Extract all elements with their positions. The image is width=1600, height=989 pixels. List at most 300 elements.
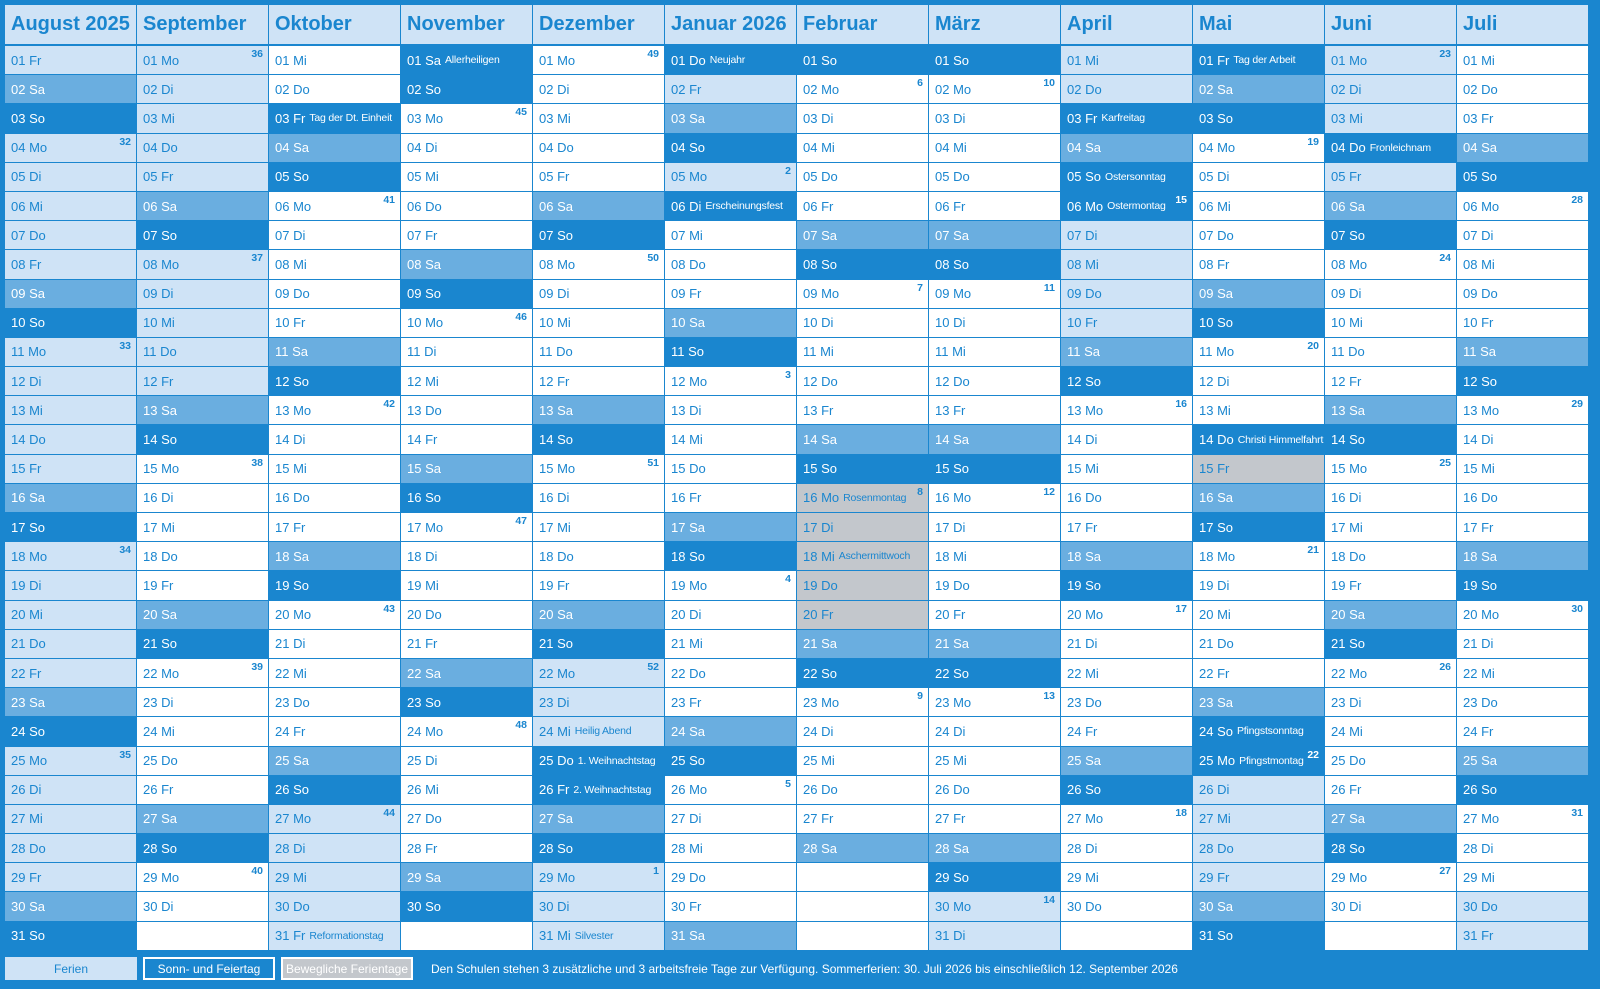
day-cell [401, 484, 532, 512]
day-cell [929, 542, 1060, 570]
day-label: 14 Di [1463, 432, 1494, 448]
day-label: 23 Di [539, 694, 570, 710]
week-number: 27 [1439, 865, 1451, 878]
calendar-frame [5, 5, 1593, 952]
day-label: 07 Di [1463, 227, 1494, 243]
day-label: 02 Di [539, 81, 570, 97]
day-label: 29 Mo [143, 869, 180, 885]
day-cell [1325, 805, 1456, 833]
day-cell [533, 134, 664, 162]
day-label: 22 Sa [407, 665, 441, 681]
day-cell [929, 717, 1060, 745]
day-cell [1193, 163, 1324, 191]
day-cell [269, 221, 400, 249]
day-label: 16 Mo [935, 490, 972, 506]
day-label: 14 Do [11, 432, 46, 448]
day-cell [1325, 221, 1456, 249]
day-cell [1193, 513, 1324, 541]
day-label: 24 Fr [1067, 723, 1098, 739]
day-label: 02 Fr [671, 81, 702, 97]
day-cell [797, 396, 928, 424]
day-label: 10 Mi [143, 315, 175, 331]
day-cell [5, 747, 136, 775]
day-cell [5, 601, 136, 629]
holiday-name: Allerheiligen [444, 54, 500, 67]
day-cell [533, 250, 664, 278]
day-label: 14 So [1331, 432, 1365, 448]
day-cell [1193, 484, 1324, 512]
day-cell [5, 863, 136, 891]
day-label: 17 Mi [1331, 519, 1363, 535]
day-label: 21 So [143, 636, 177, 652]
day-cell [665, 659, 796, 687]
day-cell [401, 571, 532, 599]
day-cell [1193, 367, 1324, 395]
day-label: 14 Mi [671, 432, 703, 448]
day-label: 25 Mo [1199, 753, 1236, 769]
day-cell [1325, 513, 1456, 541]
day-label: 27 Mi [11, 811, 43, 827]
day-label: 18 Di [407, 548, 438, 564]
month-column [401, 5, 532, 950]
day-cell [137, 892, 268, 920]
week-number: 47 [515, 515, 527, 527]
day-cell [137, 309, 268, 337]
day-label: 09 Mo [803, 286, 840, 302]
day-cell [5, 338, 136, 366]
day-label: 02 So [407, 81, 441, 97]
day-label: 01 Mo [143, 52, 180, 68]
empty-day-cell [1061, 922, 1192, 950]
day-cell [5, 542, 136, 570]
day-label: 19 So [275, 577, 309, 593]
day-cell [137, 747, 268, 775]
week-number: 44 [383, 806, 395, 819]
day-cell [5, 717, 136, 745]
holiday-name: Pfingstmontag [1239, 754, 1304, 767]
day-label: 24 Fr [1463, 723, 1494, 739]
day-cell [1325, 571, 1456, 599]
day-cell [401, 747, 532, 775]
day-cell [5, 484, 136, 512]
day-label: 26 Fr [539, 782, 570, 798]
day-label: 03 Di [935, 110, 966, 126]
day-cell [1325, 630, 1456, 658]
day-label: 28 Do [1199, 840, 1234, 856]
day-label: 10 Mo [407, 315, 444, 331]
day-label: 05 Di [1199, 169, 1230, 185]
day-cell [401, 309, 532, 337]
day-label: 06 Do [407, 198, 442, 214]
day-label: 26 So [1463, 782, 1497, 798]
day-cell [665, 338, 796, 366]
day-cell [533, 717, 664, 745]
day-label: 22 So [803, 665, 837, 681]
day-cell [1061, 104, 1192, 132]
day-cell [929, 425, 1060, 453]
day-label: 28 Mi [671, 840, 703, 856]
day-label: 08 Mo [143, 256, 180, 272]
day-cell [1325, 688, 1456, 716]
day-cell [269, 747, 400, 775]
day-cell [797, 192, 928, 220]
day-label: 13 Mo [275, 402, 312, 418]
day-cell [1193, 630, 1324, 658]
week-number: 35 [119, 748, 131, 761]
day-label: 05 Mo [671, 169, 708, 185]
day-label: 11 Do [1331, 344, 1365, 360]
day-cell [1193, 571, 1324, 599]
day-cell [533, 834, 664, 862]
week-number: 50 [647, 252, 659, 265]
day-label: 03 Mo [407, 110, 444, 126]
day-cell [1061, 601, 1192, 629]
week-number: 1 [653, 865, 659, 878]
day-cell [137, 455, 268, 483]
day-cell [1457, 863, 1588, 891]
day-cell [929, 892, 1060, 920]
month-column [533, 5, 664, 950]
day-cell [665, 542, 796, 570]
day-label: 29 So [935, 869, 969, 885]
month-column [1061, 5, 1192, 950]
day-label: 30 Do [1067, 899, 1102, 915]
day-label: 05 Fr [143, 169, 174, 185]
week-number: 3 [785, 369, 791, 382]
day-label: 18 So [671, 548, 705, 564]
day-label: 15 Mi [1463, 461, 1495, 477]
day-cell [269, 484, 400, 512]
day-label: 08 So [803, 256, 837, 272]
day-cell [401, 805, 532, 833]
day-cell [1193, 250, 1324, 278]
day-label: 04 Sa [1463, 140, 1497, 156]
day-cell [929, 747, 1060, 775]
day-cell [533, 659, 664, 687]
legend-sonn-feiertag: Sonn- und Feiertag [143, 957, 275, 980]
week-number: 23 [1439, 48, 1451, 60]
day-label: 12 Di [1199, 373, 1230, 389]
day-label: 31 Fr [1463, 928, 1494, 944]
day-label: 08 Fr [11, 256, 42, 272]
day-label: 31 Di [935, 928, 966, 944]
day-cell [1457, 221, 1588, 249]
day-label: 31 So [11, 928, 45, 944]
day-label: 14 Sa [803, 432, 837, 448]
day-cell [1325, 75, 1456, 103]
day-cell [5, 134, 136, 162]
day-label: 23 Mo [935, 694, 972, 710]
day-label: 23 Fr [671, 694, 702, 710]
day-cell [1193, 922, 1324, 950]
day-label: 30 Do [1463, 899, 1498, 915]
day-label: 23 Di [143, 694, 174, 710]
week-number: 29 [1571, 398, 1583, 411]
day-label: 08 Fr [1199, 256, 1230, 272]
day-cell [929, 192, 1060, 220]
day-label: 09 Do [275, 286, 310, 302]
day-label: 11 Sa [1067, 344, 1101, 360]
day-label: 18 Mo [11, 548, 48, 564]
day-cell [137, 717, 268, 745]
day-label: 20 Mo [275, 607, 312, 623]
day-cell [797, 834, 928, 862]
day-cell [665, 104, 796, 132]
day-cell [665, 134, 796, 162]
day-label: 05 Fr [539, 169, 570, 185]
day-label: 13 Fr [803, 402, 834, 418]
day-label: 28 Fr [407, 840, 438, 856]
day-cell [5, 805, 136, 833]
day-cell [665, 805, 796, 833]
holiday-name: Heilig Abend [574, 725, 632, 738]
week-number: 15 [1175, 193, 1187, 206]
day-cell [1325, 484, 1456, 512]
day-label: 24 Mi [143, 723, 175, 739]
day-label: 21 Di [1067, 636, 1098, 652]
day-label: 02 Do [1067, 81, 1102, 97]
day-cell [401, 221, 532, 249]
day-label: 23 Sa [11, 694, 45, 710]
day-label: 18 Mo [1199, 548, 1236, 564]
day-cell [269, 542, 400, 570]
day-cell [401, 104, 532, 132]
day-label: 03 Sa [671, 110, 705, 126]
day-cell [1061, 46, 1192, 74]
day-cell [665, 922, 796, 950]
day-label: 20 Sa [539, 607, 573, 623]
day-label: 23 Do [1067, 694, 1102, 710]
day-cell [269, 688, 400, 716]
day-cell [1061, 630, 1192, 658]
holiday-name: 2. Weihnachtstag [573, 783, 652, 796]
day-cell [1193, 805, 1324, 833]
day-label: 30 Do [275, 899, 310, 915]
day-label: 28 So [143, 840, 177, 856]
day-cell [797, 776, 928, 804]
day-cell [1061, 513, 1192, 541]
week-number: 12 [1043, 485, 1055, 498]
day-cell [665, 367, 796, 395]
week-number: 43 [383, 602, 395, 615]
day-cell [665, 688, 796, 716]
day-label: 23 Do [275, 694, 310, 710]
day-cell [269, 280, 400, 308]
day-label: 21 Mi [671, 636, 703, 652]
day-label: 09 Sa [1199, 286, 1233, 302]
day-label: 16 Sa [1199, 490, 1233, 506]
day-cell [1061, 571, 1192, 599]
week-number: 25 [1439, 456, 1451, 469]
day-label: 29 Mi [275, 869, 307, 885]
day-cell [269, 601, 400, 629]
day-label: 28 So [539, 840, 573, 856]
month-column [1457, 5, 1588, 950]
day-cell [1061, 863, 1192, 891]
day-cell [137, 513, 268, 541]
day-cell [797, 571, 928, 599]
day-label: 29 Mi [1067, 869, 1099, 885]
day-label: 17 Di [935, 519, 966, 535]
day-label: 20 Mo [1067, 607, 1104, 623]
week-number: 48 [515, 719, 527, 732]
day-cell [1325, 134, 1456, 162]
day-label: 19 Mi [407, 577, 439, 593]
day-label: 26 Fr [143, 782, 174, 798]
day-label: 24 Mi [1331, 723, 1363, 739]
day-cell [533, 776, 664, 804]
day-cell [797, 134, 928, 162]
day-cell [533, 425, 664, 453]
year-calendar-grid [5, 5, 1588, 950]
day-cell [797, 309, 928, 337]
day-label: 29 Mo [1331, 869, 1368, 885]
day-label: 22 So [935, 665, 969, 681]
day-cell [533, 863, 664, 891]
day-label: 03 Fr [1067, 110, 1098, 126]
day-cell [1061, 192, 1192, 220]
day-label: 09 Sa [11, 286, 45, 302]
month-column [929, 5, 1060, 950]
day-cell [137, 75, 268, 103]
day-cell [533, 46, 664, 74]
day-cell [533, 571, 664, 599]
day-cell [533, 892, 664, 920]
day-cell [1325, 309, 1456, 337]
day-label: 29 Mo [539, 869, 576, 885]
day-cell [1457, 834, 1588, 862]
day-label: 12 Di [11, 373, 42, 389]
day-label: 16 Do [275, 490, 310, 506]
day-label: 16 Di [143, 490, 174, 506]
day-cell [797, 805, 928, 833]
week-number: 51 [647, 456, 659, 469]
day-cell [665, 163, 796, 191]
day-cell [1061, 747, 1192, 775]
day-label: 09 Do [1067, 286, 1102, 302]
day-label: 01 Do [671, 52, 706, 68]
day-cell [269, 922, 400, 950]
day-cell [533, 192, 664, 220]
day-cell [269, 46, 400, 74]
day-label: 27 Mo [1463, 811, 1500, 827]
day-cell [1061, 338, 1192, 366]
day-label: 26 Di [1199, 782, 1230, 798]
day-cell [269, 834, 400, 862]
day-cell [5, 776, 136, 804]
day-label: 25 Do [1331, 753, 1366, 769]
day-cell [929, 513, 1060, 541]
day-label: 13 Sa [539, 402, 573, 418]
empty-day-cell [401, 922, 532, 950]
day-label: 11 Di [407, 344, 437, 360]
week-number: 34 [119, 544, 131, 557]
day-label: 30 Fr [671, 899, 702, 915]
day-cell [665, 513, 796, 541]
day-label: 11 So [671, 344, 705, 360]
week-number: 24 [1439, 252, 1451, 265]
day-cell [797, 163, 928, 191]
day-cell [5, 922, 136, 950]
day-label: 21 Di [275, 636, 306, 652]
day-cell [5, 513, 136, 541]
day-cell [929, 805, 1060, 833]
day-cell [1457, 104, 1588, 132]
day-label: 26 Di [11, 782, 42, 798]
day-label: 03 Mi [143, 110, 175, 126]
day-cell [665, 863, 796, 891]
month-header: November [401, 5, 532, 44]
day-cell [1325, 717, 1456, 745]
day-label: 11 Mi [935, 344, 966, 360]
day-label: 25 Sa [1463, 753, 1497, 769]
day-cell [137, 601, 268, 629]
day-cell [1457, 46, 1588, 74]
day-cell [1457, 75, 1588, 103]
week-number: 37 [251, 252, 263, 265]
month-header: Januar 2026 [665, 5, 796, 44]
day-label: 03 So [1199, 110, 1233, 126]
day-label: 11 Sa [1463, 344, 1497, 360]
day-cell [1325, 776, 1456, 804]
day-label: 08 Mo [539, 256, 576, 272]
day-cell [1457, 630, 1588, 658]
day-label: 06 Sa [539, 198, 573, 214]
day-label: 06 Fr [935, 198, 966, 214]
day-cell [137, 425, 268, 453]
day-label: 02 Mo [803, 81, 840, 97]
day-label: 20 Di [671, 607, 702, 623]
day-label: 25 Sa [275, 753, 309, 769]
day-cell [533, 805, 664, 833]
month-column [1325, 5, 1456, 950]
day-cell [1457, 134, 1588, 162]
day-label: 18 Do [539, 548, 574, 564]
day-label: 15 Fr [1199, 461, 1230, 477]
day-cell [401, 425, 532, 453]
month-header: Juli [1457, 5, 1588, 44]
day-cell [533, 396, 664, 424]
day-label: 13 Do [407, 402, 442, 418]
day-cell [1061, 396, 1192, 424]
day-cell [533, 367, 664, 395]
day-label: 29 Do [671, 869, 706, 885]
day-cell [797, 484, 928, 512]
day-label: 14 Do [1199, 432, 1234, 448]
day-cell [137, 776, 268, 804]
day-label: 27 Sa [539, 811, 573, 827]
day-cell [665, 484, 796, 512]
day-cell [1061, 425, 1192, 453]
day-label: 25 Mi [803, 753, 835, 769]
day-cell [533, 513, 664, 541]
day-cell [797, 542, 928, 570]
day-cell [5, 309, 136, 337]
day-label: 06 Sa [143, 198, 177, 214]
day-cell [665, 75, 796, 103]
day-cell [137, 630, 268, 658]
day-label: 17 Fr [1463, 519, 1494, 535]
legend-bewegliche-ferientage: Bewegliche Ferientage [281, 957, 413, 980]
day-label: 19 Fr [143, 577, 174, 593]
day-cell [401, 367, 532, 395]
day-label: 25 Sa [1067, 753, 1101, 769]
day-label: 08 Mi [1067, 256, 1099, 272]
day-label: 08 Sa [407, 256, 441, 272]
day-cell [5, 425, 136, 453]
day-cell [1325, 834, 1456, 862]
day-label: 26 So [1067, 782, 1101, 798]
